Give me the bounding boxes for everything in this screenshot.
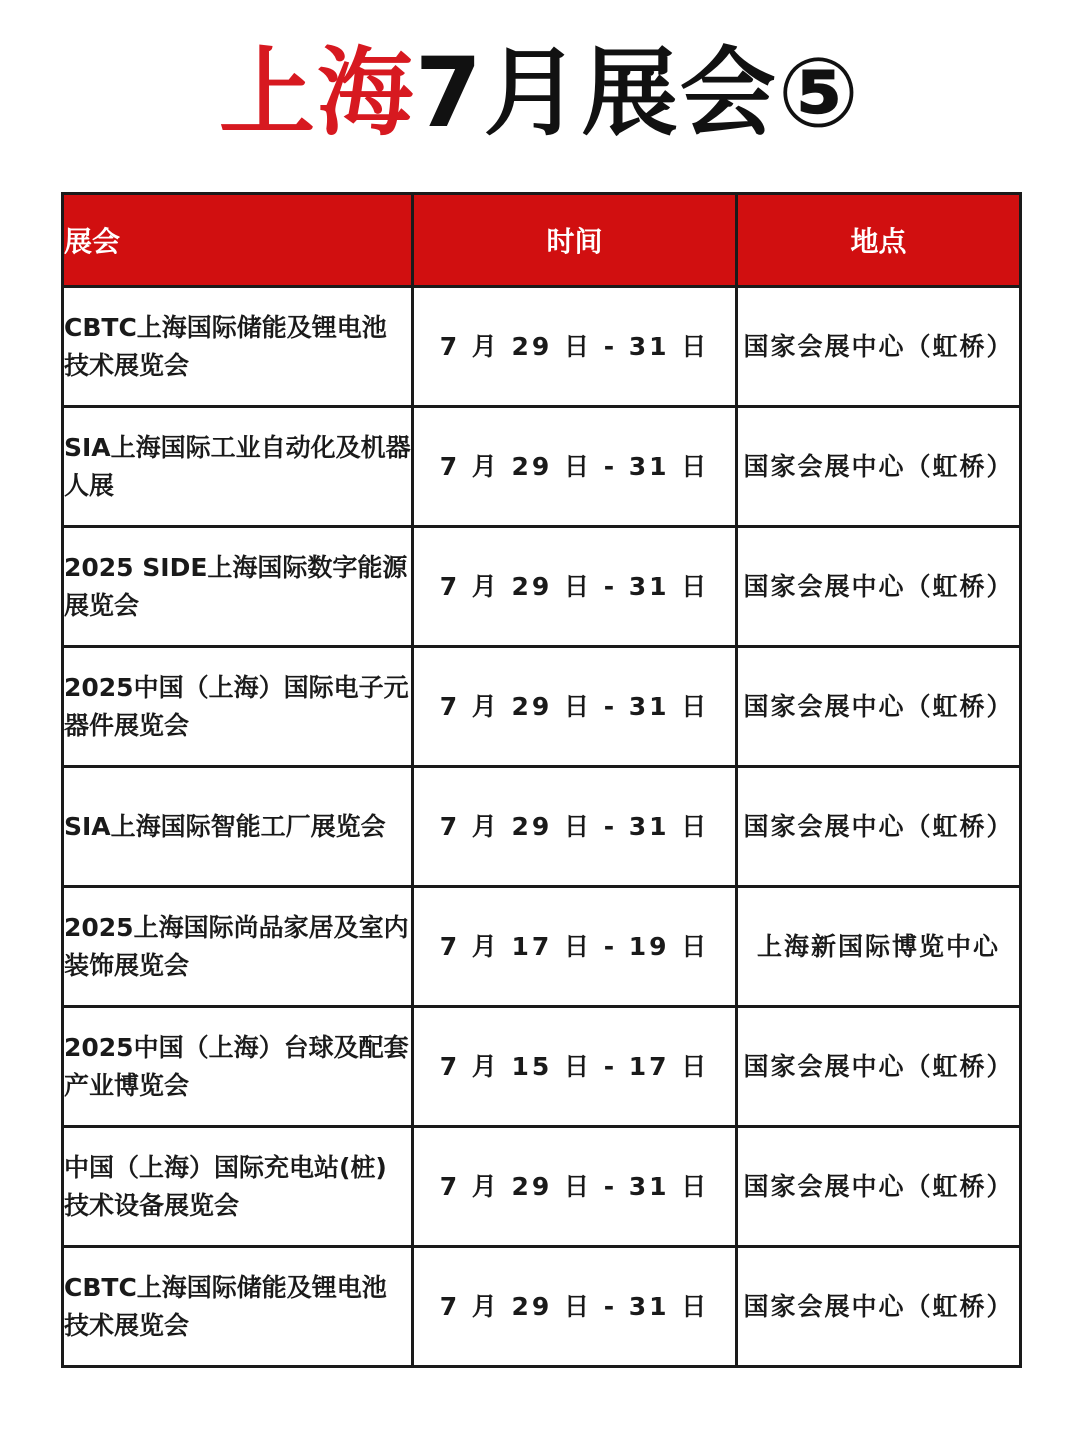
header-location: 地点 (737, 194, 1021, 287)
cell-exhibition: SIA上海国际工业自动化及机器人展 (63, 407, 413, 527)
table-row (63, 407, 1021, 527)
table-header-row (63, 194, 1021, 287)
cell-exhibition: 2025上海国际尚品家居及室内装饰展览会 (63, 887, 413, 1007)
page-title (0, 38, 1080, 148)
cell-location: 国家会展中心（虹桥） (737, 287, 1021, 407)
cell-location: 上海新国际博览中心 (737, 887, 1021, 1007)
cell-time: 7 月 29 日 - 31 日 (413, 407, 737, 527)
table-row (63, 1127, 1021, 1247)
title-black-part: 7月展会⑤ (414, 37, 862, 149)
cell-exhibition: CBTC上海国际储能及锂电池技术展览会 (63, 287, 413, 407)
cell-location: 国家会展中心（虹桥） (737, 647, 1021, 767)
table-row (63, 287, 1021, 407)
cell-exhibition: SIA上海国际智能工厂展览会 (63, 767, 413, 887)
table-row (63, 887, 1021, 1007)
cell-exhibition: 2025中国（上海）国际电子元器件展览会 (63, 647, 413, 767)
table-row (63, 647, 1021, 767)
cell-location: 国家会展中心（虹桥） (737, 527, 1021, 647)
cell-location: 国家会展中心（虹桥） (737, 1127, 1021, 1247)
cell-exhibition: 2025 SIDE上海国际数字能源展览会 (63, 527, 413, 647)
cell-time: 7 月 29 日 - 31 日 (413, 1247, 737, 1367)
title-red-part: 上海 (218, 37, 415, 149)
cell-time: 7 月 29 日 - 31 日 (413, 527, 737, 647)
cell-location: 国家会展中心（虹桥） (737, 767, 1021, 887)
cell-time: 7 月 29 日 - 31 日 (413, 287, 737, 407)
header-time: 时间 (413, 194, 737, 287)
cell-exhibition: CBTC上海国际储能及锂电池技术展览会 (63, 1247, 413, 1367)
cell-location: 国家会展中心（虹桥） (737, 407, 1021, 527)
table-row (63, 767, 1021, 887)
cell-exhibition: 2025中国（上海）台球及配套产业博览会 (63, 1007, 413, 1127)
cell-location: 国家会展中心（虹桥） (737, 1007, 1021, 1127)
cell-location: 国家会展中心（虹桥） (737, 1247, 1021, 1367)
cell-time: 7 月 29 日 - 31 日 (413, 1127, 737, 1247)
cell-exhibition: 中国（上海）国际充电站(桩)技术设备展览会 (63, 1127, 413, 1247)
header-exhibition: 展会 (63, 194, 413, 287)
cell-time: 7 月 17 日 - 19 日 (413, 887, 737, 1007)
cell-time: 7 月 29 日 - 31 日 (413, 767, 737, 887)
cell-time: 7 月 29 日 - 31 日 (413, 647, 737, 767)
exhibition-table (61, 192, 1022, 1368)
table-row (63, 1007, 1021, 1127)
table-row (63, 527, 1021, 647)
cell-time: 7 月 15 日 - 17 日 (413, 1007, 737, 1127)
table-row (63, 1247, 1021, 1367)
